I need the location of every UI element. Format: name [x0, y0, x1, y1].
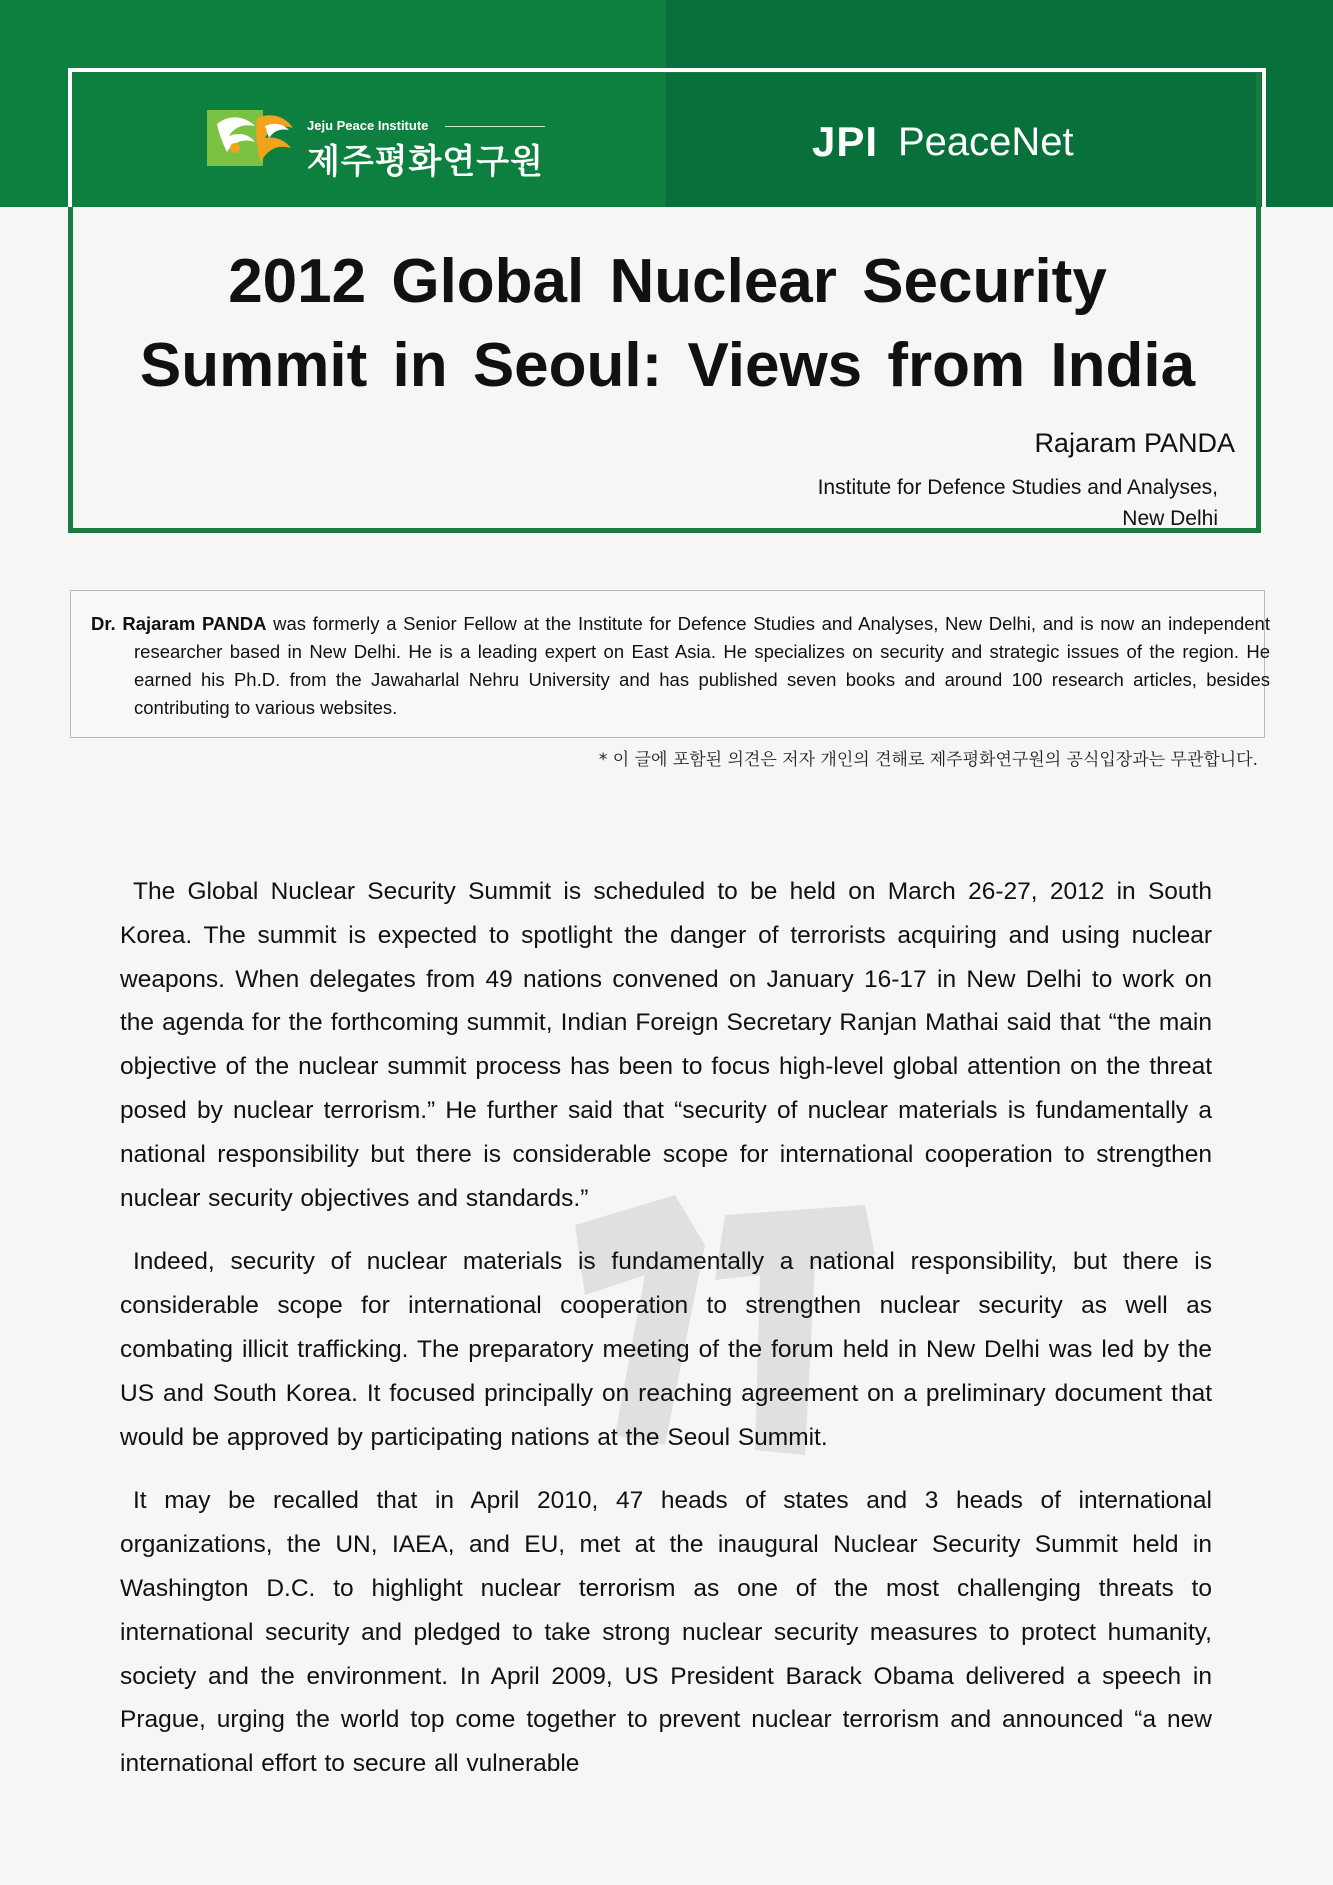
title-line-1: 2012 Global Nuclear Security	[228, 247, 1107, 316]
author-bio	[91, 610, 1270, 722]
frame-top-line	[68, 68, 1265, 72]
jeju-peace-institute-logo	[205, 108, 550, 182]
logo-divider	[445, 126, 545, 127]
jpi-mark: JPI	[812, 118, 879, 165]
paragraph-3: It may be recalled that in April 2010, 47 heads of states and 3 heads of international organizations, the UN, IAEA, and EU, met at the inaugural Nuclear Security Summit held in Washington D.C. to highlight nuclear terrorism as one of the most challenging threats to international security and pledged to take strong nuclear security measures to protect humanity, society and the environment. In April 2009, US President Barack Obama delivered a speech in Prague, urging the world top come together to prevent nuclear terrorism and announced “a new international effort to secure all vulnerable	[120, 1487, 1212, 1778]
disclaimer-note: * 이 글에 포함된 의견은 저자 개인의 견해로 제주평화연구원의 공식입장과는 무관합니다.	[598, 750, 1258, 770]
paragraph-2: Indeed, security of nuclear materials is fundamentally a national responsibility, but there is considerable scope for international cooperation to strengthen nuclear security as well as combating illicit trafficking. The preparatory meeting of the forum held in New Delhi was led by the US and South Korea. It focused principally on reaching agreement on a preliminary document that would be approved by participating nations at the Seoul Summit.	[120, 1248, 1212, 1451]
article-body	[120, 870, 1212, 1806]
peacenet-wordmark: PeaceNet	[898, 120, 1074, 164]
logo-korean-name: 제주평화연구원	[307, 142, 544, 182]
paragraph-1: The Global Nuclear Security Summit is scheduled to be held on March 26-27, 2012 in South Korea. The summit is expected to spotlight the danger of terrorists acquiring and using nuclear weapons. When delegates from 49 nations convened on January 16-17 in New Delhi to work on the agenda for the forthcoming summit, Indian Foreign Secretary Ranjan Mathai said that “the main objective of the nuclear summit process has been to focus high-level global attention on the threat posed by nuclear terrorism.” He further said that “security of nuclear materials is fundamentally a national responsibility but there is considerable scope for international cooperation to strengthen nuclear security objectives and standards.”	[120, 878, 1212, 1212]
bio-name: Dr. Rajaram PANDA	[91, 613, 267, 634]
author-affiliation	[818, 472, 1218, 526]
article-title	[110, 240, 1225, 408]
affiliation-line-2: New Delhi	[1122, 507, 1218, 526]
author-name: Rajaram PANDA	[1034, 428, 1235, 458]
affiliation-line-1: Institute for Defence Studies and Analyses,	[817, 476, 1218, 499]
logo-english-name: Jeju Peace Institute	[307, 118, 429, 133]
affiliation-clip	[700, 470, 1240, 526]
frame-left-line	[68, 68, 72, 207]
bio-text: was formerly a Senior Fellow at the Institute for Defence Studies and Analyses, New Delhi, and is now an independent researcher based in New Delhi. He is a leading expert on East Asia. He specializes on security and strategic issues of the region. He earned his Ph.D. from the Jawaharlal Nehru University and has published seven books and around 100 research articles, besides contributing to various websites.	[134, 613, 1270, 718]
title-line-2: Summit in Seoul: Views from India	[139, 331, 1196, 400]
frame-right-line	[1262, 68, 1266, 207]
author-bio-box	[70, 590, 1270, 738]
dove-emblem-icon	[205, 108, 297, 170]
